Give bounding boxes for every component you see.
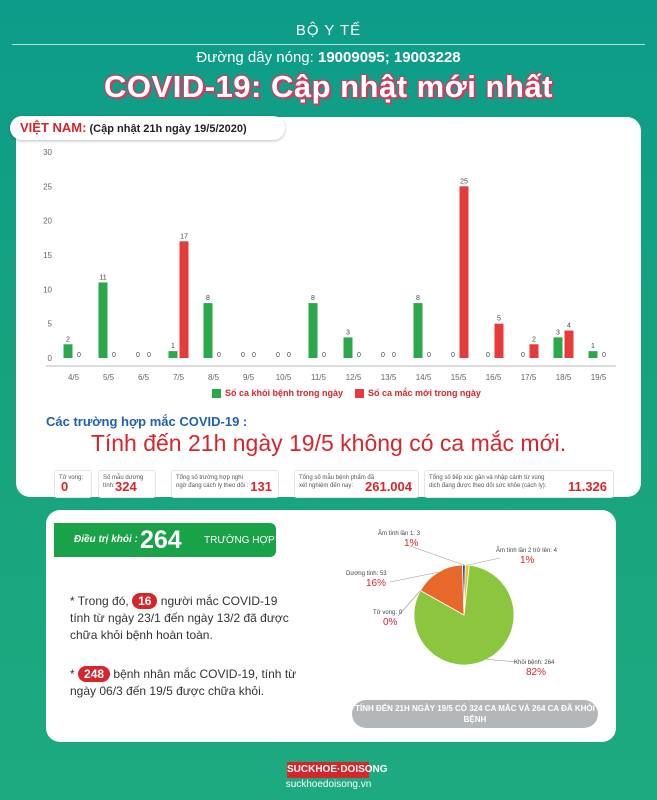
bar-data-label: 11: [99, 274, 107, 282]
bar-data-label: 8: [416, 295, 420, 303]
x-tick-label: 17/5: [520, 373, 537, 382]
stat-contacts: [424, 470, 614, 498]
stat-label: Tử vong:: [59, 475, 84, 481]
pie-label-neg1: [378, 531, 420, 549]
note-later-recovered: [70, 666, 300, 700]
bar-data-label: 8: [311, 295, 315, 303]
treatment-label: Điều trị khỏi :: [74, 534, 138, 545]
bar-new-cases: [530, 344, 539, 358]
bar-data-label: 0: [112, 352, 116, 359]
treatment-value: 264: [140, 526, 182, 554]
x-tick-label: 9/5: [242, 373, 255, 382]
bar-data-label: 1: [171, 343, 175, 351]
hotline-numbers: 19009095; 19003228: [317, 49, 461, 66]
x-tick-label: 16/5: [485, 373, 502, 382]
header-divider: [12, 44, 645, 45]
y-tick-label: 20: [43, 216, 52, 226]
y-tick-label: 15: [43, 251, 52, 260]
stat-value: 324: [115, 479, 137, 494]
legend-new-cases-label: Số ca mắc mới trong ngày: [368, 388, 481, 398]
bar-recovered: [99, 282, 108, 358]
pie-label-positive: [346, 571, 387, 589]
bar-recovered: [344, 337, 353, 358]
bar-recovered: [169, 351, 178, 358]
stat-value: 131: [250, 479, 272, 494]
bar-data-label: 1: [591, 343, 595, 351]
bar-data-label: 3: [556, 329, 560, 337]
x-tick-label: 7/5: [172, 373, 185, 382]
bar-data-label: 0: [147, 352, 151, 359]
bar-data-label: 0: [451, 352, 455, 359]
stat-positive: [98, 470, 156, 498]
brand-url: suckhoedoisong.vn: [285, 779, 372, 790]
note-badge: 248: [78, 666, 110, 682]
bar-new-cases: [495, 324, 504, 358]
bar-data-label: 0: [136, 352, 140, 359]
x-tick-label: 6/5: [137, 373, 150, 382]
summary-pill: TÍNH ĐẾN 21H NGÀY 19/5 CÓ 324 CA MẮC VÀ 264 CA ĐÃ KHỎI BỆNH: [352, 700, 598, 728]
stat-value: 261.004: [365, 479, 412, 494]
bar-recovered: [204, 303, 213, 358]
chart-legend: [212, 388, 481, 398]
x-tick-label: 11/5: [311, 373, 326, 382]
x-tick-label: 19/5: [590, 373, 607, 382]
treatment-banner: [62, 523, 276, 557]
x-tick-label: 8/5: [207, 373, 220, 382]
stat-label: Số mẫu dương tính:: [103, 475, 144, 489]
treatment-unit: TRƯỜNG HỢP: [204, 535, 275, 546]
ministry-title: BỘ Y TẾ: [295, 22, 362, 39]
pie-label-text: Tử vong: 0: [373, 610, 403, 616]
pie-label-pct: 1%: [520, 555, 535, 566]
note-prefix: *: [70, 667, 75, 681]
pie-label-text: Âm tính lần 2 trở lên: 4: [496, 548, 557, 554]
legend-recovered-label: Số ca khỏi bệnh trong ngày: [225, 388, 344, 398]
pie-label-pct: 82%: [526, 667, 547, 678]
y-tick-label: 25: [43, 182, 52, 192]
x-tick-label: 12/5: [345, 373, 362, 382]
pie-label-pct: 16%: [366, 578, 387, 589]
bar-recovered: [64, 344, 73, 358]
bar-data-label: 0: [427, 352, 431, 359]
stat-deaths: [54, 470, 92, 498]
stat-label: Tổng số trường hợp nghi ngờ đang cách ly theo dõi :: [176, 475, 249, 489]
panel-tag: [10, 116, 285, 140]
x-tick-label: 10/5: [275, 373, 292, 382]
stat-value: 11.326: [567, 479, 607, 494]
legend-swatch-red: [355, 389, 364, 398]
x-tick-label: 14/5: [415, 373, 432, 382]
bar-data-label: 0: [217, 352, 221, 359]
bar-new-cases: [460, 186, 469, 358]
legend-new-cases: [355, 388, 481, 398]
bar-data-label: 25: [460, 178, 468, 186]
bar-data-label: 0: [381, 352, 385, 359]
update-label: (Cập nhật 21h ngày 19/5/2020): [89, 123, 247, 135]
daily-bar-chart: [16, 140, 626, 385]
bar-data-label: 0: [77, 352, 81, 359]
y-tick-label: 10: [43, 285, 52, 295]
main-title: COVID-19: Cập nhật mới nhất: [104, 69, 553, 104]
pie-label-text: Khỏi bệnh: 264: [514, 660, 555, 666]
brand-logo: SUCKHOE·DOISONG: [287, 762, 369, 778]
bar-data-label: 5: [497, 315, 501, 323]
pie-label-neg2: [496, 548, 557, 566]
hotline: [0, 49, 657, 66]
legend-recovered: [212, 388, 343, 398]
bar-data-label: 17: [180, 233, 188, 241]
country-label: VIỆT NAM:: [20, 120, 87, 135]
note-prefix: * Trong đó,: [70, 594, 129, 608]
stat-label: Tổng số tiếp xúc gần và nhập cảnh từ vùng dịch đang được theo dõi sức khỏe (cách ly):: [429, 475, 547, 489]
bar-recovered: [309, 303, 318, 358]
bar-recovered: [554, 337, 563, 358]
bar-data-label: 4: [567, 322, 571, 330]
bar-data-label: 0: [602, 352, 606, 359]
bar-data-label: 2: [66, 336, 70, 344]
bar-data-label: 0: [276, 352, 280, 359]
y-tick-label: 5: [47, 319, 52, 329]
legend-swatch-green: [212, 389, 221, 398]
x-tick-label: 4/5: [67, 373, 80, 382]
x-tick-label: 18/5: [555, 373, 572, 382]
bar-data-label: 0: [486, 352, 490, 359]
cases-title: Các trường hợp mắc COVID-19 :: [46, 414, 248, 429]
stat-value: 0: [61, 479, 69, 494]
x-tick-label: 5/5: [102, 373, 115, 382]
stat-tested: [294, 470, 419, 498]
pie-label-pct: 0%: [383, 617, 398, 628]
bar-new-cases: [565, 331, 574, 358]
stat-label: Tổng số mẫu bệnh phẩm đã xét nghiệm đến nay:: [299, 475, 375, 489]
bar-recovered: [414, 303, 423, 358]
bar-data-label: 0: [392, 352, 396, 359]
note-early-recovered: [70, 593, 300, 644]
y-tick-label: 30: [43, 148, 52, 157]
bar-data-label: 0: [521, 352, 525, 359]
note-text: bệnh nhân mắc COVID-19, tính từ ngày 06/3 đến 19/5 được chữa khỏi.: [70, 667, 297, 698]
pie-label-pct: 1%: [404, 538, 419, 549]
pie-label-text: Âm tính lần 1: 3: [378, 531, 421, 537]
bar-data-label: 8: [206, 295, 210, 303]
pie-label-recovered: [514, 660, 554, 678]
bar-data-label: 0: [241, 352, 245, 359]
bar-data-label: 2: [532, 336, 536, 344]
bar-data-label: 0: [322, 352, 326, 359]
pie-label-deaths: [373, 610, 402, 628]
headline: Tính đến 21h ngày 19/5 không có ca mắc mới.: [90, 430, 567, 456]
stat-quarantine: [171, 470, 279, 498]
hotline-label: Đường dây nóng:: [196, 49, 314, 66]
bar-data-label: 0: [287, 352, 291, 359]
bar-recovered: [589, 351, 598, 358]
y-tick-label: 0: [47, 354, 52, 363]
x-tick-label: 15/5: [450, 373, 467, 382]
note-text: người mắc COVID-19 tính từ ngày 23/1 đến ngày 13/2 đã được chữa khỏi bệnh hoàn toàn.: [70, 594, 289, 642]
note-badge: 16: [132, 593, 157, 609]
bar-data-label: 0: [357, 352, 361, 359]
x-tick-label: 13/5: [380, 373, 397, 382]
bar-data-label: 0: [252, 352, 256, 359]
bar-new-cases: [180, 241, 189, 358]
bar-data-label: 3: [346, 329, 350, 337]
pie-label-text: Dương tính: 53: [346, 571, 387, 577]
